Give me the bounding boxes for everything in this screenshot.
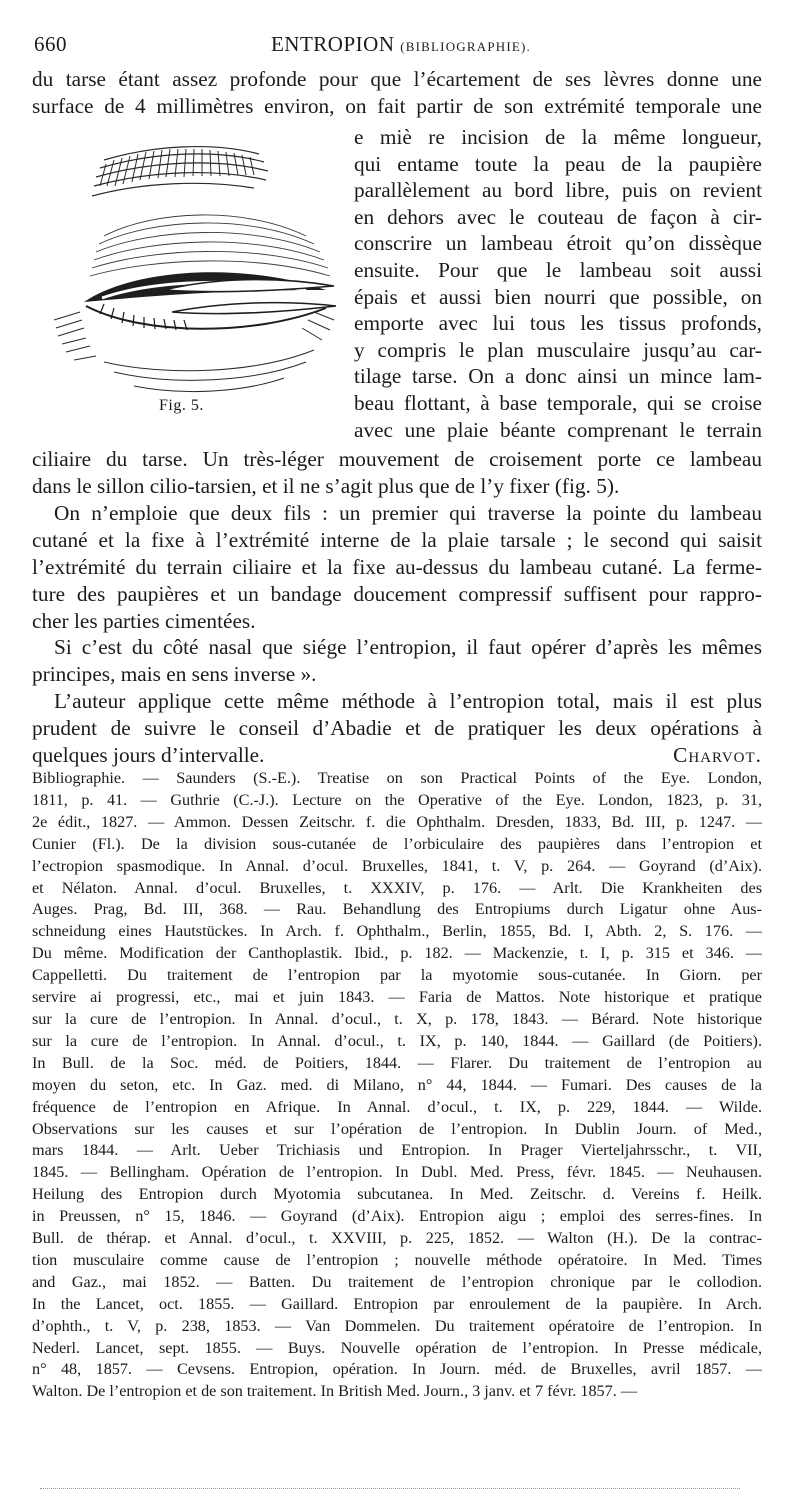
paragraph-1-closing: [32, 446, 762, 500]
bibliography-line: tion musculaire comme cause de l’entropion ; nouvelle méthode opératoire. In Med. Times: [32, 1250, 762, 1269]
running-head: [32, 28, 770, 64]
text-line: beau flottant, à base temporale, qui se croise: [354, 390, 762, 415]
bibliography-line: Cunier (Fl.). De la division sous-cutanée de l’orbiculaire des paupières dans l’entropion et: [32, 834, 762, 853]
text-line: principes, mais en sens inverse ».: [32, 662, 317, 686]
eye-illustration: [44, 140, 344, 402]
bibliography-line: Bibliographie. — Saunders (S.-E.). Treatise on son Practical Points of the Eye. London,: [32, 769, 762, 787]
bibliography-line: servire ai progressi, etc., mai et juin 1843. — Faria de Mattos. Note historique et pratique: [32, 988, 762, 1007]
bibliography-line: mars 1844. — Arlt. Ueber Trichiasis und Entropion. In Prager Vierteljahrsschr., t. VII,: [32, 1141, 762, 1160]
text-line: ciliaire du tarse. Un très-léger mouvement de croisement porte ce lambeau: [32, 447, 762, 471]
bibliography-line: n° 48, 1857. — Cevsens. Entropion, opération. In Journ. méd. de Bruxelles, avril 1857. —: [32, 1360, 762, 1379]
text-line: emporte avec lui tous les tissus profonds,: [354, 311, 762, 336]
text-line: parallèlement au bord libre, puis on revient: [354, 178, 762, 203]
paragraph-1-opening: [32, 66, 762, 120]
bibliography-line: Nederl. Lancet, sept. 1855. — Buys. Nouvelle opération de l’entropion. In Presse médicale,: [32, 1338, 762, 1357]
text-line: épais et aussi bien nourri que possible, on: [354, 284, 762, 309]
text-line: avec une plaie béante comprenant le terrain: [354, 417, 762, 442]
bibliography-line: In the Lancet, oct. 1855. — Gaillard. Entropion par enroulement de la paupière. In Arch.: [32, 1294, 762, 1313]
bibliography-line: Du même. Modification der Canthoplastik. Ibid., p. 182. — Mackenzie, t. I, p. 315 et 346. —: [32, 944, 762, 963]
running-title-main: ENTROPION: [270, 32, 395, 56]
running-title: [32, 32, 770, 57]
text-line: ture des paupières et un bandage doucement compressif suffisent pour rappro-: [32, 582, 762, 606]
text-line: L’auteur applique cette même méthode à l’entropion total, mais il est plus: [54, 689, 762, 713]
scan-artifact-divider: [40, 1488, 740, 1491]
text-line: conscrire un lambeau étroit qu’on dissèque: [354, 231, 762, 256]
bibliography-line: Cappelletti. Du traitement de l’entropion par la myotomie sous-cutanée. In Giorn. per: [32, 966, 762, 985]
paragraph-1-wrapped: [354, 124, 762, 443]
bibliography: [32, 768, 762, 1403]
bibliography-line: Walton. De l’entropion et de son traitement. In British Med. Journ., 3 janv. et 7 févr. 1857. —: [32, 1382, 638, 1401]
bibliography-line: In Bull. de la Soc. méd. de Poitiers, 1844. — Flarer. Du traitement de l’entropion au: [32, 1053, 762, 1072]
text-line: qui entame toute la peau de la paupière: [354, 151, 762, 176]
bibliography-line: Auges. Prag, Bd. III, 368. — Rau. Behandlung des Entropiums durch Ligatur ohne Aus-: [32, 900, 762, 919]
bibliography-line: 2e édit., 1827. — Ammon. Dessen Zeitschr. f. die Ophthalm. Dresden, 1833, Bd. III, p. 1247. —: [32, 812, 762, 831]
text-line: dans le sillon cilio-tarsien, et il ne s’agit plus que de l’y fixer (fig. 5).: [32, 474, 620, 498]
text-line: surface de 4 millimètres environ, on fait partir de son extrémité temporale une: [32, 94, 762, 118]
bibliography-line: l’ectropion spasmodique. In Annal. d’ocul. Bruxelles, 1841, t. V, p. 264. — Goyrand (d’Aix).: [32, 856, 762, 875]
text-line: prudent de suivre le conseil d’Abadie et de pratiquer les deux opérations à: [32, 716, 762, 740]
bibliography-line: fréquence de l’entropion en Afrique. In Annal. d’ocul., t. IX, p. 229, 1844. — Wilde.: [32, 1097, 762, 1116]
bibliography-line: 1811, p. 41. — Guthrie (C.-J.). Lecture on the Operative of the Eye. London, 1823, p. 31,: [32, 790, 762, 809]
bibliography-line: Bull. de thérap. et Annal. d’ocul., t. XXVIII, p. 225, 1852. — Walton (H.). De la contrac-: [32, 1229, 762, 1248]
bibliography-line: 1845. — Bellingham. Opération de l’entropion. In Dubl. Med. Press, févr. 1845. — Neuhausen.: [32, 1163, 762, 1182]
text-line: quelques jours d’intervalle.: [32, 743, 265, 767]
bibliography-line: schneidung eines Hautstückes. In Arch. f. Ophthalm., Berlin, 1855, Bd. I, Abth. 2, S. 176. —: [32, 922, 762, 941]
bibliography-line: et Nélaton. Annal. d’ocul. Bruxelles, t. XXXIV, p. 176. — Arlt. Die Krankheiten des: [32, 878, 762, 897]
paragraph-4: [32, 688, 762, 769]
bibliography-line: Heilung des Entropion durch Myotomia subcutanea. In Med. Zeitschr. d. Vereins f. Heilk.: [32, 1185, 762, 1204]
paragraph-3: [32, 634, 762, 688]
text-line-with-signature: [32, 742, 762, 769]
text-line: tilage tarse. On a donc ainsi un mince lam-: [354, 364, 762, 389]
bibliography-line: and Gaz., mai 1852. — Batten. Du traitement de l’entropion chronique par le collodion.: [32, 1272, 762, 1291]
text-line: cher les parties cimentées.: [32, 609, 256, 633]
text-line: Si c’est du côté nasal que siége l’entropion, il faut opérer d’après les mêmes: [54, 635, 762, 659]
page-number: 660: [34, 32, 67, 56]
bibliography-line: in Preussen, n° 15, 1846. — Goyrand (d’Aix). Entropion aigu ; emploi des serres-fines. In: [32, 1207, 762, 1226]
running-title-sub: (BIBLIOGRAPHIE).: [400, 39, 532, 54]
bibliography-line: sur la cure de l’entropion. In Annal. d’ocul., t. X, p. 178, 1843. — Bérard. Note historique: [32, 1009, 762, 1028]
bibliography-line: Observations sur les causes et sur l’opération de l’entropion. In Dublin Journ. of Med.,: [32, 1119, 762, 1138]
bibliography-line: sur la cure de l’entropion. In Annal. d’ocul., t. IX, p. 140, 1844. — Gaillard (de Poitiers).: [32, 1031, 762, 1050]
text-line: cutané et la fixe à l’extrémité interne de la plaie tarsale ; le second qui saisit: [32, 528, 762, 552]
text-line: l’extrémité du terrain ciliaire et la fixe au-dessus du lambeau cutané. La ferme-: [32, 555, 762, 579]
bibliography-line: d’ophth., t. V, p. 238, 1853. — Van Dommelen. Du traitement opératoire de l’entropion. In: [32, 1316, 762, 1335]
figure-caption: Fig. 5.: [159, 397, 204, 414]
text-line: y compris le plan musculaire jusqu’au car-: [354, 337, 762, 362]
text-line: en dehors avec le couteau de façon à cir-: [354, 204, 762, 229]
author-signature: Charvot.: [673, 743, 762, 767]
text-line: On n’emploie que deux fils : un premier qui traverse la pointe du lambeau: [54, 501, 762, 525]
text-line: ensuite. Pour que le lambeau soit aussi: [354, 257, 762, 282]
text-line: du tarse étant assez profonde pour que l’écartement de ses lèvres donne une: [32, 67, 762, 91]
text-line: e miè re incision de la même longueur,: [354, 125, 762, 149]
bibliography-line: moyen du seton, etc. In Gaz. med. di Milano, n° 44, 1844. — Fumari. Des causes de la: [32, 1075, 762, 1094]
paragraph-2: [32, 500, 762, 635]
